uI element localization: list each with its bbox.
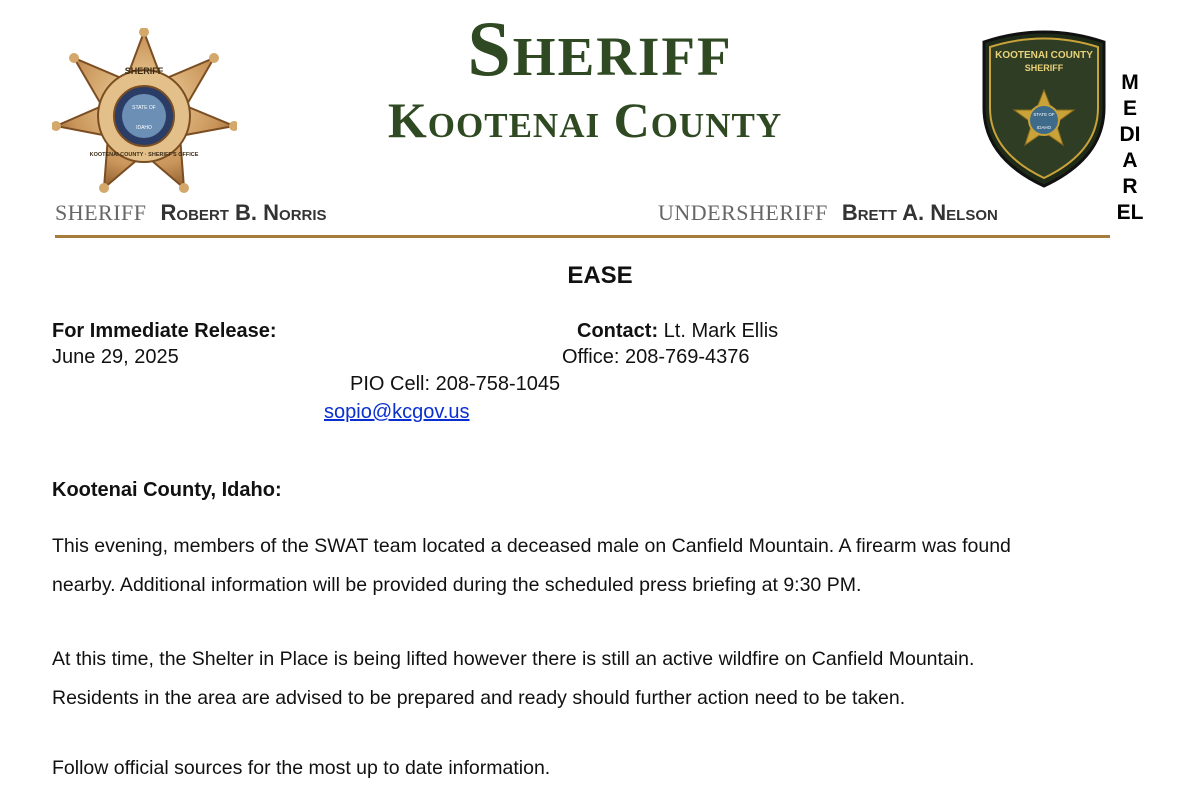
side-letter: R: [1122, 175, 1138, 198]
header-divider: [55, 235, 1110, 238]
undersheriff-role: UNDERSHERIFF: [658, 200, 828, 225]
header-title-county: Kootenai County: [387, 92, 783, 148]
contact-line: [577, 319, 778, 343]
side-letter: DI: [1119, 123, 1141, 146]
shield-patch-icon: [978, 28, 1110, 190]
paragraph-1-line-1: This evening, members of the SWAT team located a deceased male on Canfield Mountain. A firearm was found: [52, 535, 1011, 557]
dateline: Kootenai County, Idaho:: [52, 479, 282, 501]
side-letter: EL: [1116, 201, 1144, 224]
undersheriff-name: Brett A. Nelson: [841, 200, 998, 225]
sheriff-name: Robert B. Norris: [160, 200, 327, 225]
contact-pio-cell: PIO Cell: 208-758-1045: [350, 373, 561, 395]
patch-line2: SHERIFF: [1024, 63, 1064, 73]
contact-label: Contact:: [577, 320, 659, 342]
badge-ring-text: KOOTENAI COUNTY · SHERIFF'S OFFICE: [89, 152, 199, 158]
release-heading: EASE: [567, 262, 633, 289]
contact-office: Office: 208-769-4376: [562, 346, 750, 368]
patch-seal-top: STATE OF: [1033, 112, 1055, 117]
contact-name: Lt. Mark Ellis: [663, 320, 779, 342]
paragraph-1-line-2: nearby. Additional information will be provided during the scheduled press briefing at 9:30 PM.: [52, 574, 862, 596]
paragraph-3: Follow official sources for the most up to date information.: [52, 757, 551, 779]
paragraph-1: [52, 527, 1162, 605]
patch-seal-bottom: IDAHO: [1036, 125, 1052, 130]
side-letter: E: [1122, 97, 1137, 120]
release-label: For Immediate Release:: [52, 320, 277, 342]
sheriff-role: SHERIFF: [55, 200, 147, 225]
side-media-release-letters: [1112, 70, 1148, 226]
paragraph-2-line-2: Residents in the area are advised to be prepared and ready should further action need to be taken.: [52, 687, 906, 709]
side-letter: M: [1121, 71, 1139, 94]
sheriff-shield-patch-logo: [978, 28, 1110, 190]
patch-line1: KOOTENAI COUNTY: [995, 50, 1093, 61]
badge-top-label: SHERIFF: [124, 66, 164, 76]
badge-seal-top: STATE OF: [132, 105, 156, 111]
release-date: June 29, 2025: [52, 346, 179, 368]
side-letter: A: [1122, 149, 1138, 172]
header-title-sheriff: Sheriff: [467, 5, 733, 92]
badge-seal-bottom: IDAHO: [136, 125, 152, 131]
contact-email-link[interactable]: sopio@kcgov.us: [324, 401, 470, 423]
sheriff-name-line: [55, 202, 327, 224]
paragraph-2-line-1: At this time, the Shelter in Place is being lifted however there is still an active wildfire on Canfield Mountain.: [52, 648, 975, 670]
paragraph-2: [52, 640, 1162, 718]
undersheriff-name-line: [658, 202, 998, 224]
